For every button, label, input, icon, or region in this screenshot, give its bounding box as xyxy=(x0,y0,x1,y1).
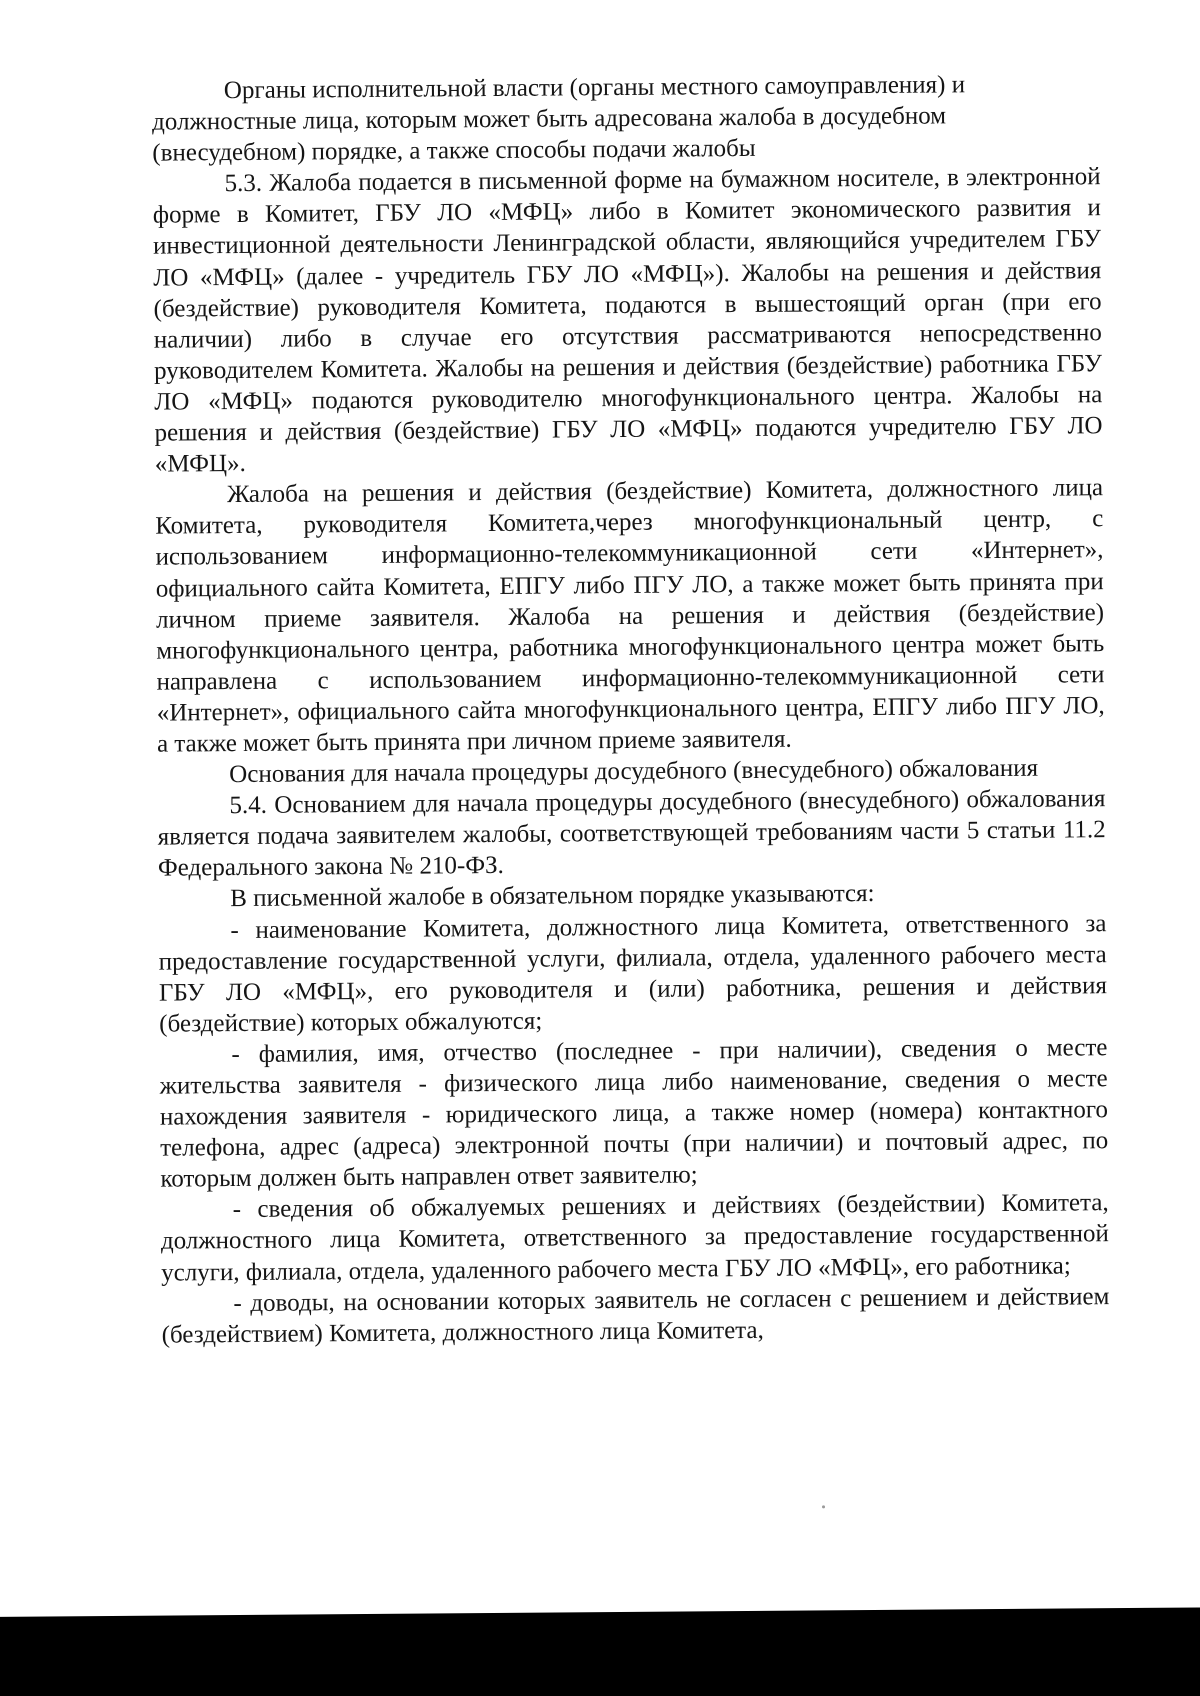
section-heading-appeal-bodies: Органы исполнительной власти (органы местного самоуправления) и должностные лица, которым может быть адресована жалоба в досудебном (внесудебном) порядке, а также способы подачи жалобы xyxy=(152,71,966,167)
list-item-arguments: - доводы, на основании которых заявитель не согласен с решением и действием (бездействием) Комитета, должностного лица Комитета, xyxy=(161,1282,1110,1349)
list-item-appealed-decisions: - сведения об обжалуемых решениях и действиях (бездействии) Комитета, должностного лица Комитета, ответственного за предоставление государственной услуги, филиала, отдела, удаленного рабочего места ГБУ ЛО «МФЦ», его работника; xyxy=(160,1189,1109,1287)
required-fields-intro: В письменной жалобе в обязательном порядке указываются: xyxy=(230,880,875,913)
clause-5-4: 5.4. Основанием для начала процедуры досудебного (внесудебного) обжалования является подача заявителем жалобы, соответствующей требованиям части 5 статьи 11.2 Федерального закона № 210-ФЗ. xyxy=(157,785,1106,882)
list-item-applicant-details: - фамилия, имя, отчество (последнее - при наличии), сведения о месте жительства заявителя - физического лица либо наименование, сведения о месте нахождения заявителя - юридического лица, а также номер (номера) контактного телефона, адрес (адреса) электронной почты (при наличии) и почтовый адрес, по которым должен быть направлен ответ заявителю; xyxy=(159,1034,1109,1193)
section-heading-appeal-grounds: Основания для начала процедуры досудебного (внесудебного) обжалования xyxy=(229,754,1039,789)
complaint-submission-paragraph: Жалоба на решения и действия (бездействие) Комитета, должностного лица Комитета, руководителя Комитета,через многофункциональный центр, с использованием информационно-телекоммуникационной сети «Интернет», официального сайта Комитета, ЕПГУ либо ПГУ ЛО, а также может быть принята при личном приеме заявителя. Жалоба на решения и действия (бездействие) многофункционального центра, работника многофункционального центра может быть направлена с использованием информационно-телекоммуникационной сети «Интернет», официального сайта многофункционального центра, ЕПГУ либо ПГУ ЛО, а также может быть принята при личном приеме заявителя. xyxy=(155,474,1105,758)
scan-speck-mark xyxy=(822,1505,825,1508)
clause-5-3: 5.3. Жалоба подается в письменной форме на бумажном носителе, в электронной форме в Комитет, ГБУ ЛО «МФЦ» либо в Комитет экономического развития и инвестиционной деятельности Ленинградской области, являющийся учредителем ГБУ ЛО «МФЦ» (далее - учредитель ГБУ ЛО «МФЦ»). Жалобы на решения и действия (бездействие) руководителя Комитета, подаются в вышестоящий орган (при его наличии) либо в случае его отсутствия рассматриваются непосредственно руководителем Комитета. Жалобы на решения и действия (бездействие) работника ГБУ ЛО «МФЦ» подаются руководителю многофункционального центра. Жалобы на решения и действия (бездействие) ГБУ ЛО «МФЦ» подаются учредителю ГБУ ЛО «МФЦ». xyxy=(152,163,1103,478)
list-item-authority-name: - наименование Комитета, должностного лица Комитета, ответственного за предоставление государственной услуги, филиала, отдела, удаленного рабочего места ГБУ ЛО «МФЦ», его руководителя и (или) работника, решения и действия (бездействие) которых обжалуются; xyxy=(158,909,1108,1038)
document-body xyxy=(152,68,1110,1350)
